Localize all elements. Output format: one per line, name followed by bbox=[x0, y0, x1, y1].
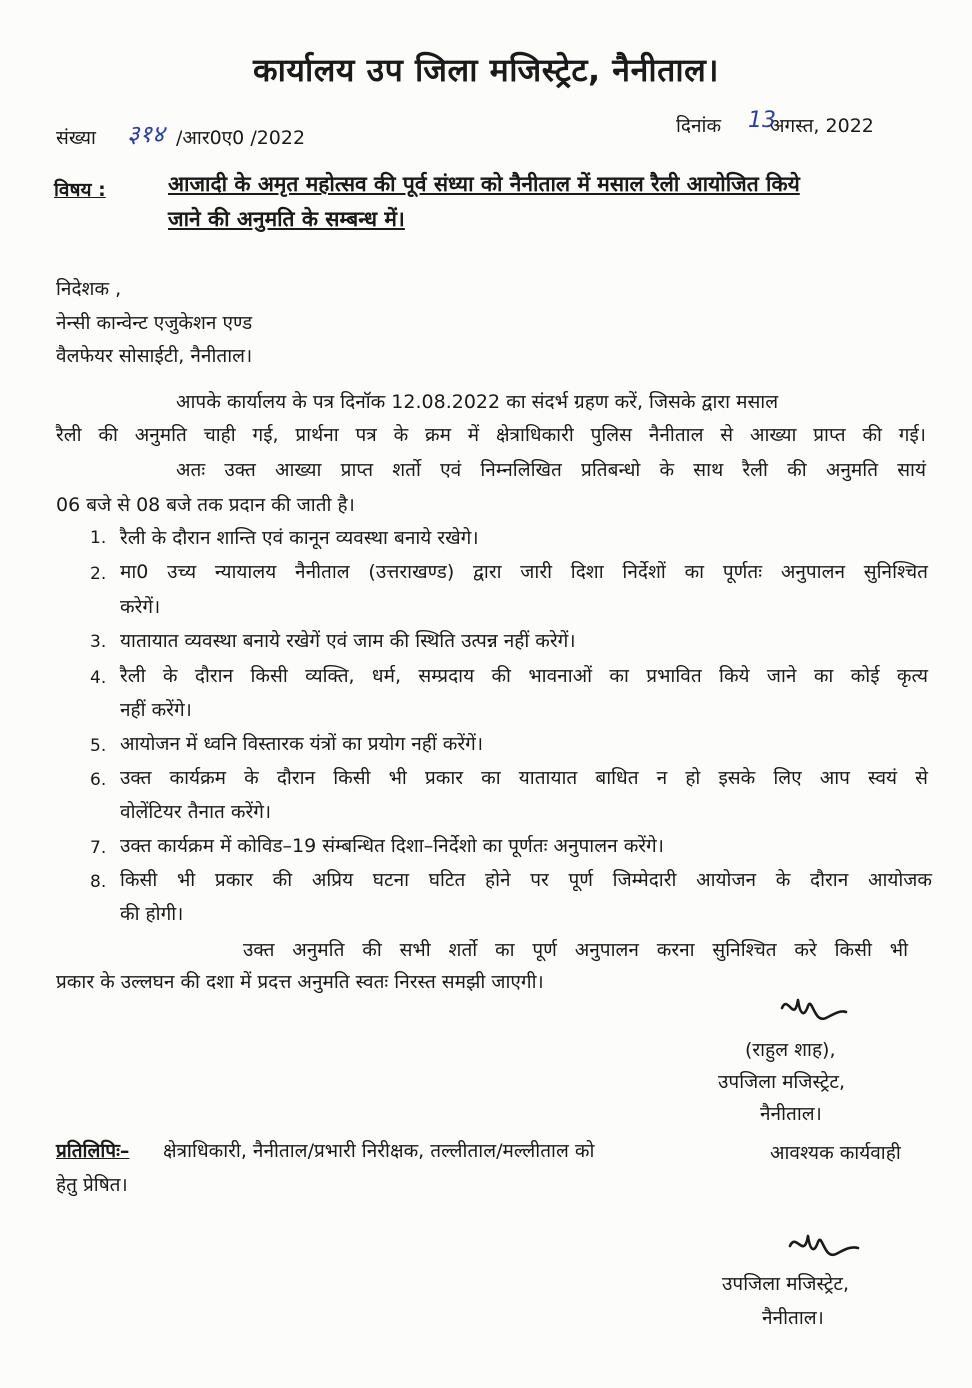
signatory-place: नैनीताल। bbox=[760, 1103, 822, 1125]
condition-4-number: 4. bbox=[90, 668, 107, 688]
date-handwritten-day: 13 bbox=[748, 108, 776, 133]
condition-3-text: यातायात व्यवस्था बनाये रखेगें एवं जाम की स्थिति उत्पन्न नहीं करेगें। bbox=[120, 630, 576, 652]
para2-line-1: अतः उक्त आख्या प्राप्त शर्तो एवं निम्नलिखित प्रतिबन्धो के साथ रैली की अनुमति सायं bbox=[176, 459, 926, 481]
para1-line-1: आपके कार्यालय के पत्र दिनॉक 12.08.2022 का संदर्भ ग्रहण करें, जिसके द्वारा मसाल bbox=[176, 391, 779, 413]
subject-label: विषय : bbox=[54, 179, 106, 201]
addressee-line-1: निदेशक , bbox=[56, 278, 122, 300]
date-label: दिनांक bbox=[676, 115, 722, 137]
condition-5-number: 5. bbox=[90, 736, 107, 756]
second-signatory-place: नैनीताल। bbox=[762, 1307, 824, 1329]
condition-6-text: उक्त कार्यक्रम के दौरान किसी भी प्रकार का यातायात बाधित न हो इसके लिए आप स्वयं से bbox=[120, 767, 928, 789]
copy-to-line-2: हेतु प्रेषित। bbox=[56, 1174, 128, 1196]
condition-6-number: 6. bbox=[90, 770, 107, 790]
office-title: कार्यालय उप जिला मजिस्ट्रेट, नैनीताल। bbox=[253, 51, 719, 89]
condition-4-text: रैली के दौरान किसी व्यक्ति, धर्म, सम्प्रदाय की भावनाओं का प्रभावित किये जाने का कोई कृत्य bbox=[120, 665, 928, 687]
reference-handwritten-number: ३१४ bbox=[127, 120, 165, 148]
condition-8-text: किसी भी प्रकार की अप्रिय घटना घटित होने पर पूर्ण जिम्मेदारी आयोजन के दौरान आयोजक bbox=[120, 869, 932, 891]
subject-line-1: आजादी के अमृत महोत्सव की पूर्व संध्या को नैनीताल में मसाल रैली आयोजित किये bbox=[168, 172, 800, 196]
signature-1 bbox=[770, 988, 850, 1038]
signature-2 bbox=[782, 1222, 862, 1272]
subject-line-2: जाने की अनुमति के सम्बन्ध में। bbox=[168, 207, 405, 231]
condition-8-number: 8. bbox=[90, 872, 107, 892]
addressee-line-3: वैलफेयर सोसाईटी, नैनीताल। bbox=[56, 345, 253, 367]
para2-line-2: 06 बजे से 08 बजे तक प्रदान की जाती है। bbox=[56, 494, 355, 516]
copy-to-line-1b: आवश्यक कार्यवाही bbox=[770, 1142, 901, 1164]
reference-label: संख्या bbox=[56, 127, 96, 149]
copy-to-line-1: क्षेत्राधिकारी, नैनीताल/प्रभारी निरीक्षक, तल्लीताल/मल्लीताल को bbox=[163, 1140, 595, 1162]
second-signatory-designation: उपजिला मजिस्ट्रेट, bbox=[722, 1273, 850, 1295]
para1-line-2: रैली की अनुमति चाही गई, प्रार्थना पत्र के क्रम में क्षेत्राधिकारी पुलिस नैनीताल से आख्या प्राप्त की गई। bbox=[56, 424, 926, 446]
reference-number: /आर0ए0 /2022 bbox=[176, 127, 306, 149]
condition-2-number: 2. bbox=[90, 564, 107, 584]
signatory-name: (राहुल शाह), bbox=[745, 1039, 836, 1061]
date-value: अगस्त, 2022 bbox=[770, 115, 874, 137]
signatory-designation: उपजिला मजिस्ट्रेट, bbox=[718, 1071, 846, 1093]
condition-7-text: उक्त कार्यक्रम में कोविड–19 संम्बन्धित दिशा–निर्देशो का पूर्णतः अनुपालन करेंगे। bbox=[120, 835, 664, 857]
copy-to-label: प्रतिलिपिः– bbox=[56, 1140, 130, 1162]
closing-line-1: उक्त अनुमति की सभी शर्तो का पूर्ण अनुपालन करना सुनिश्चित करे किसी भी bbox=[243, 939, 908, 961]
condition-5-text: आयोजन में ध्वनि विस्तारक यंत्रों का प्रयोग नहीं करेंगें। bbox=[120, 733, 484, 755]
addressee-line-2: नेन्सी कान्वेन्ट एजुकेशन एण्ड bbox=[56, 312, 253, 334]
condition-3-number: 3. bbox=[90, 632, 107, 652]
condition-4-text-cont: नहीं करेंगे। bbox=[120, 699, 192, 721]
condition-8-text-cont: की होगी। bbox=[120, 903, 184, 925]
condition-1-text: रैली के दौरान शान्ति एवं कानून व्यवस्था बनाये रखेगे। bbox=[120, 527, 479, 549]
closing-line-2: प्रकार के उल्लघन की दशा में प्रदत्त अनुमति स्वतः निरस्त समझी जाएगी। bbox=[56, 971, 544, 993]
condition-2-text: मा0 उच्य न्यायालय नैनीताल (उत्तराखण्ड) द्वारा जारी दिशा निर्देशों का पूर्णतः अनुपालन सुनिश्चित bbox=[120, 561, 928, 583]
condition-1-number: 1. bbox=[90, 528, 107, 548]
condition-2-text-cont: करेगें। bbox=[120, 596, 161, 618]
condition-7-number: 7. bbox=[90, 838, 107, 858]
condition-6-text-cont: वोलेंटियर तैनात करेंगे। bbox=[120, 801, 272, 823]
